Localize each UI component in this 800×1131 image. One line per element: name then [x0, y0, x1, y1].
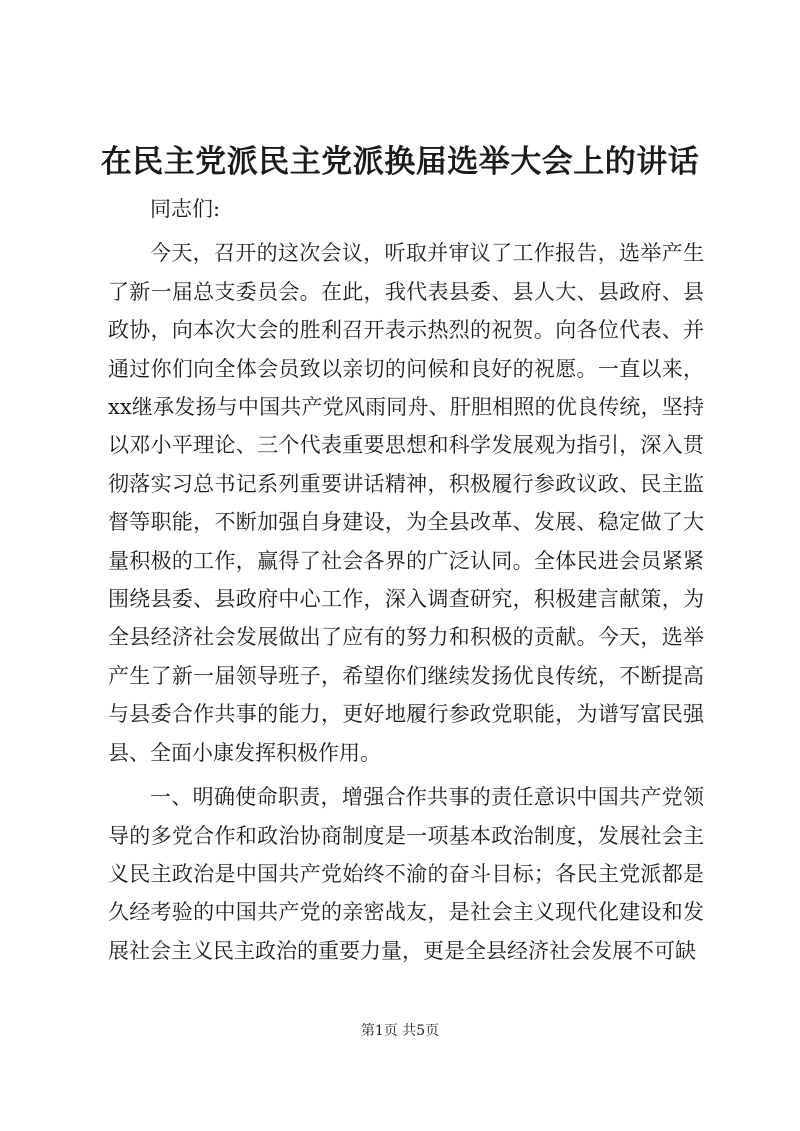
paragraph-1: 今天，召开的这次会议，听取并审议了工作报告，选举产生了新一届总支委员会。在此，我代表县委、县人大、县政府、县政协，向本次大会的胜利召开表示热烈的祝贺。向各位代表、并通过你们向全体会员致以亲切的问候和良好的祝愿。一直以来，xx继承发扬与中国共产党风雨同舟、肝胆相照的优良传统，坚持以邓小平理论、三个代表重要思想和科学发展观为指引，深入贯彻落实习总书记系列重要讲话精神，积极履行参政议政、民主监督等职能，不断加强自身建设，为全县改革、发展、稳定做了大量积极的工作，赢得了社会各界的广泛认同。全体民进会员紧紧围绕县委、县政府中心工作，深入调查研究，积极建言献策，为全县经济社会发展做出了应有的努力和积极的贡献。今天，选举产生了新一届领导班子，希望你们继续发扬优良传统，不断提高与县委合作共事的能力，更好地履行参政党职能，为谱写富民强县、全面小康发挥积极作用。	[108, 241, 704, 765]
document-body	[108, 190, 704, 970]
greeting: 同志们:	[150, 197, 221, 221]
page-number-footer: 第1页 共5页	[360, 1023, 440, 1039]
paragraph-2: 一、明确使命职责，增强合作共事的责任意识中国共产党领导的多党合作和政治协商制度是一项基本政治制度，发展社会主义民主政治是中国共产党始终不渝的奋斗目标；各民主党派都是久经考验的中国共产党的亲密战友，是社会主义现代化建设和发展社会主义民主政治的重要力量，更是全县经济社会发展不可缺	[108, 785, 704, 963]
document-title: 在民主党派民主党派换届选举大会上的讲话	[100, 144, 700, 180]
